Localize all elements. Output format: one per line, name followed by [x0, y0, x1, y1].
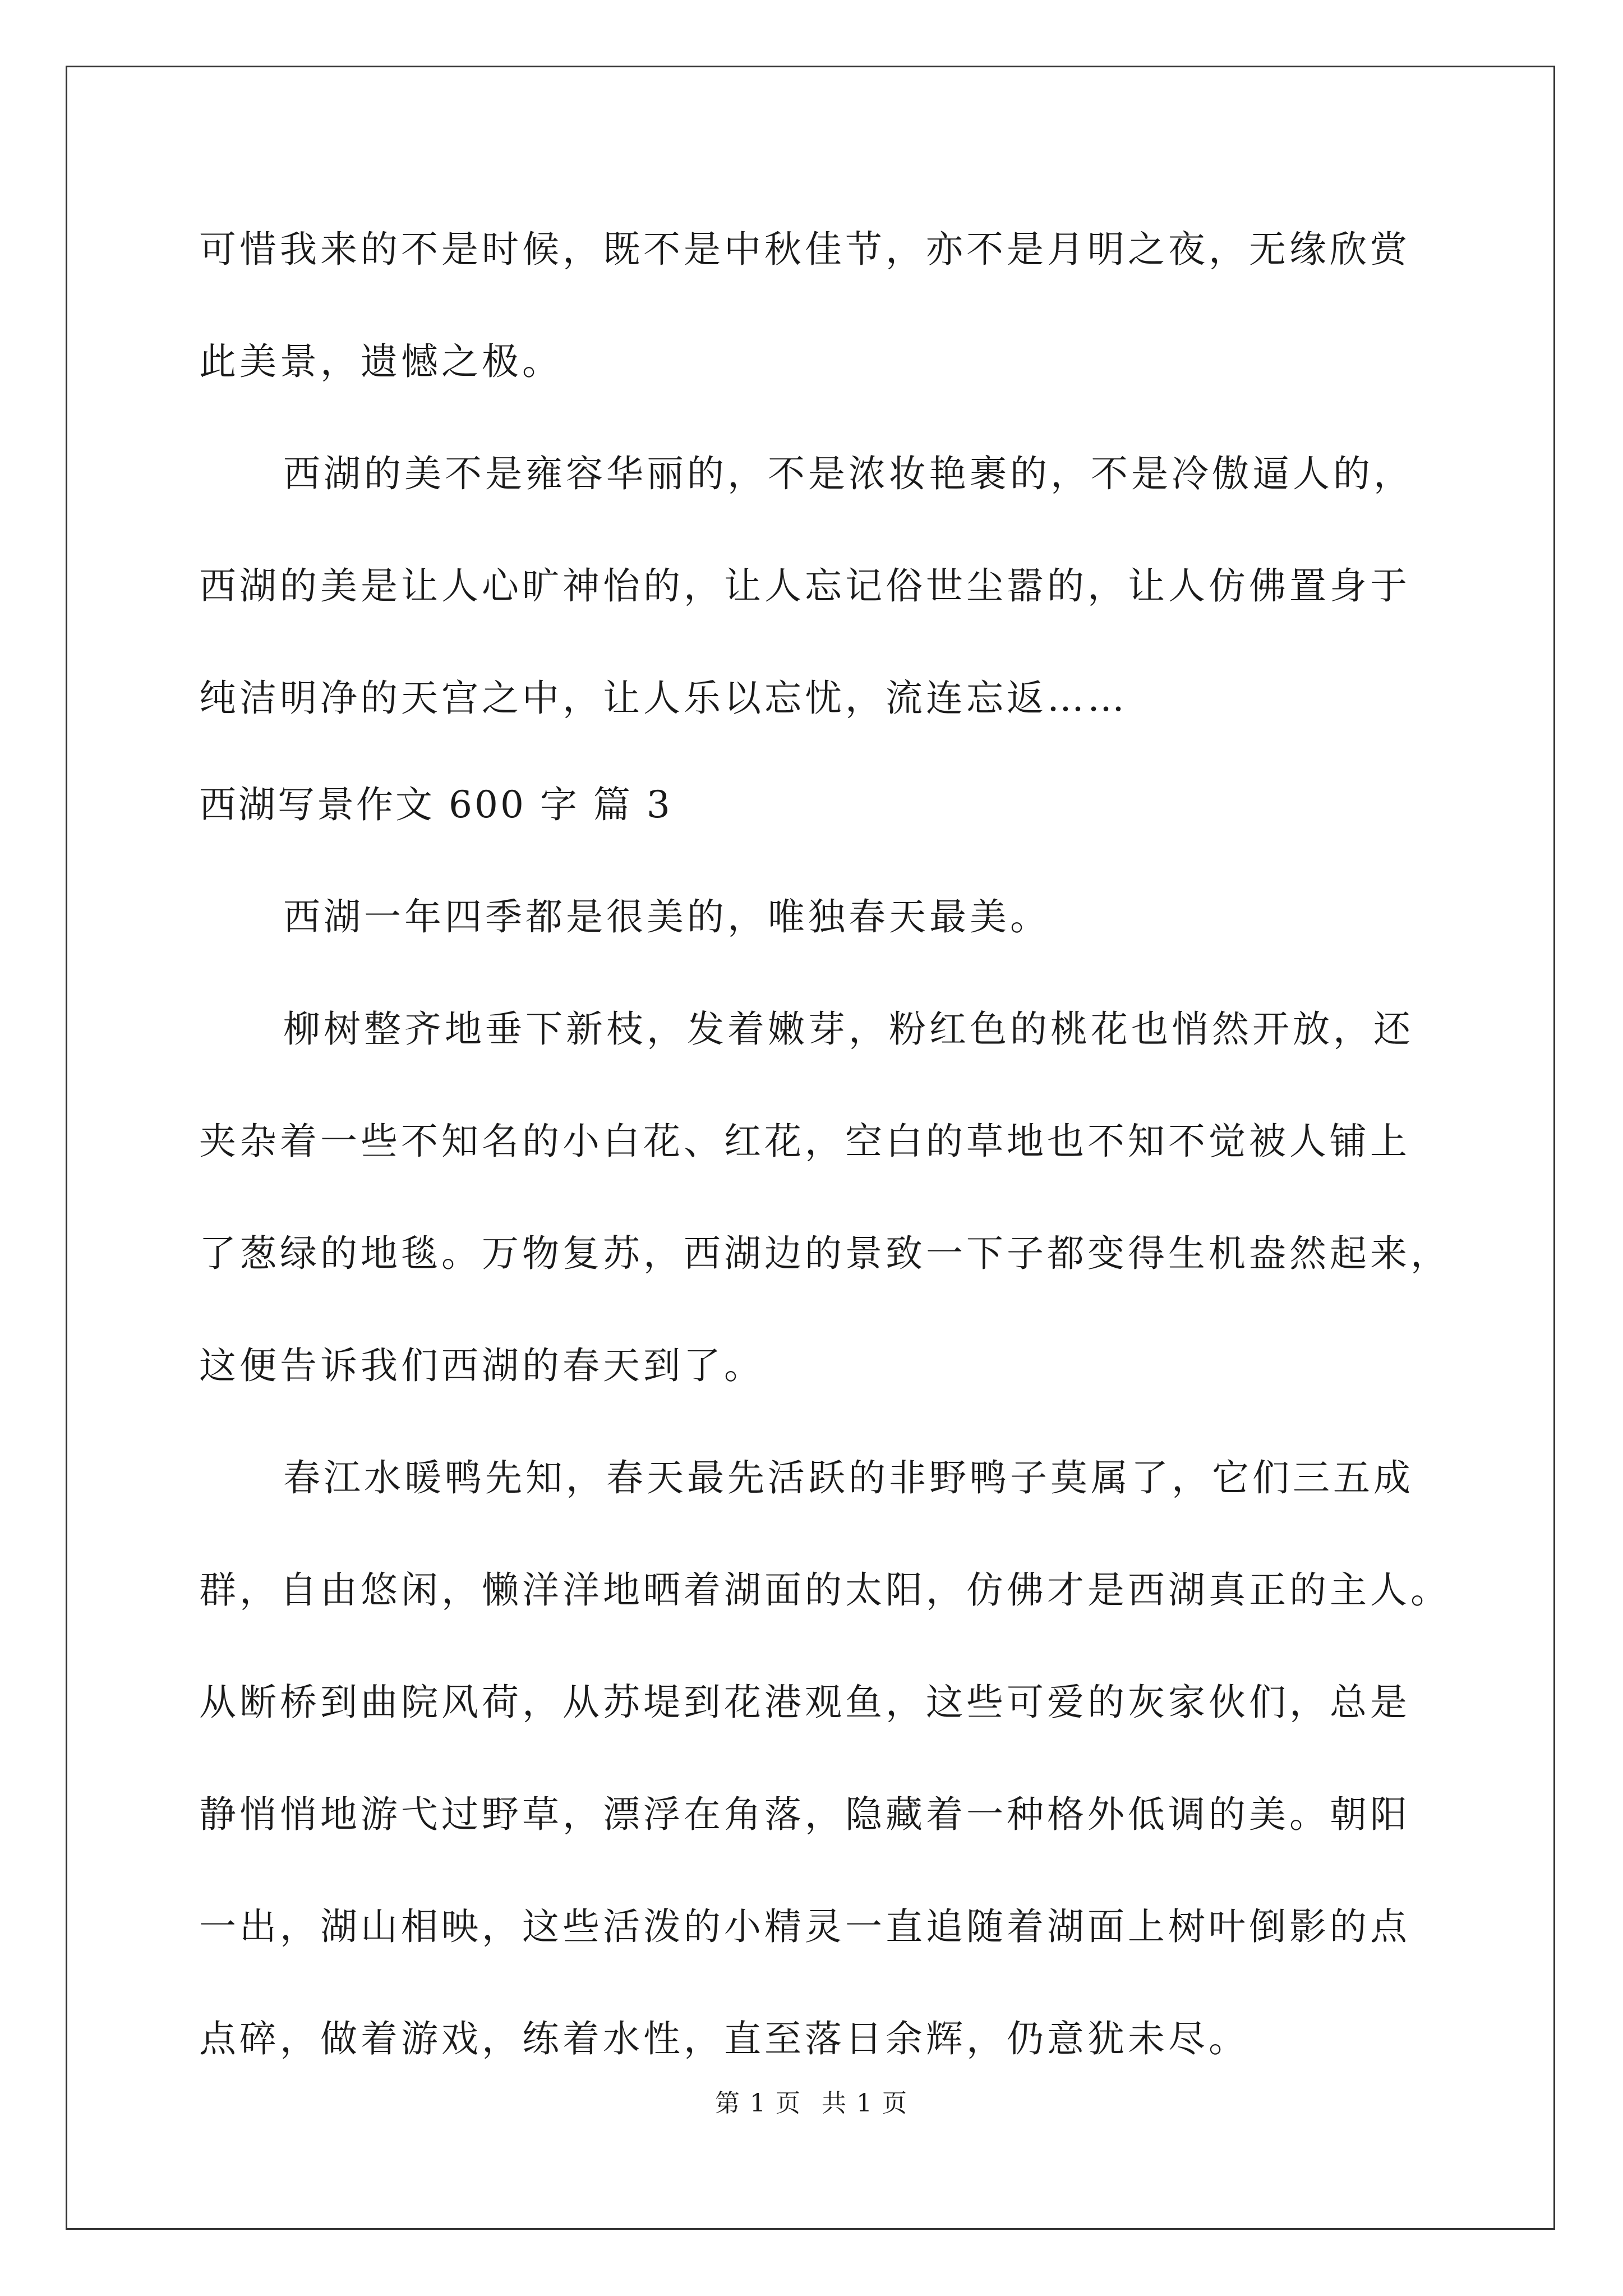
page-total: 共 1 页 [822, 2089, 908, 2118]
text-line: 西湖的美是让人心旷神怡的，让人忘记俗世尘嚣的，让人仿佛置身于 [199, 564, 1410, 608]
text-line: 静悄悄地游弋过野草，漂浮在角落，隐藏着一种格外低调的美。朝阳 [199, 1793, 1410, 1836]
text-line: 纯洁明净的天宫之中，让人乐以忘忧，流连忘返…… [199, 677, 1128, 720]
text-line: 从断桥到曲院风荷，从苏堤到花港观鱼，这些可爱的灰家伙们，总是 [199, 1681, 1410, 1724]
text-line: 群，自由悠闲，懒洋洋地晒着湖面的太阳，仿佛才是西湖真正的主人。 [199, 1568, 1451, 1612]
page-footer [0, 2087, 1623, 2120]
text-line: 了葱绿的地毯。万物复苏，西湖边的景致一下子都变得生机盎然起来， [199, 1232, 1451, 1275]
section-heading: 西湖写景作文 600 字 篇 3 [199, 783, 672, 826]
text-line: 此美景，遗憾之极。 [199, 340, 562, 383]
text-line: 点碎，做着游戏，练着水性，直至落日余辉，仍意犹未尽。 [199, 2017, 1249, 2060]
paragraph-line: 西湖的美不是雍容华丽的，不是浓妆艳裹的，不是冷傲逼人的， [283, 452, 1414, 495]
text-line: 夹杂着一些不知名的小白花、红花，空白的草地也不知不觉被人铺上 [199, 1120, 1410, 1163]
paragraph-line: 柳树整齐地垂下新枝，发着嫩芽，粉红色的桃花也悄然开放，还 [283, 1007, 1414, 1051]
text-line: 一出，湖山相映，这些活泼的小精灵一直追随着湖面上树叶倒影的点 [199, 1905, 1410, 1948]
text-line: 这便告诉我们西湖的春天到了。 [199, 1344, 764, 1387]
paragraph-line: 春江水暖鸭先知，春天最先活跃的非野鸭子莫属了，它们三五成 [283, 1456, 1414, 1499]
text-line: 可惜我来的不是时候，既不是中秋佳节，亦不是月明之夜，无缘欣赏 [199, 228, 1410, 271]
page-number: 第 1 页 [715, 2089, 801, 2118]
document-body [199, 219, 1461, 2120]
paragraph-line: 西湖一年四季都是很美的，唯独春天最美。 [283, 895, 1050, 938]
